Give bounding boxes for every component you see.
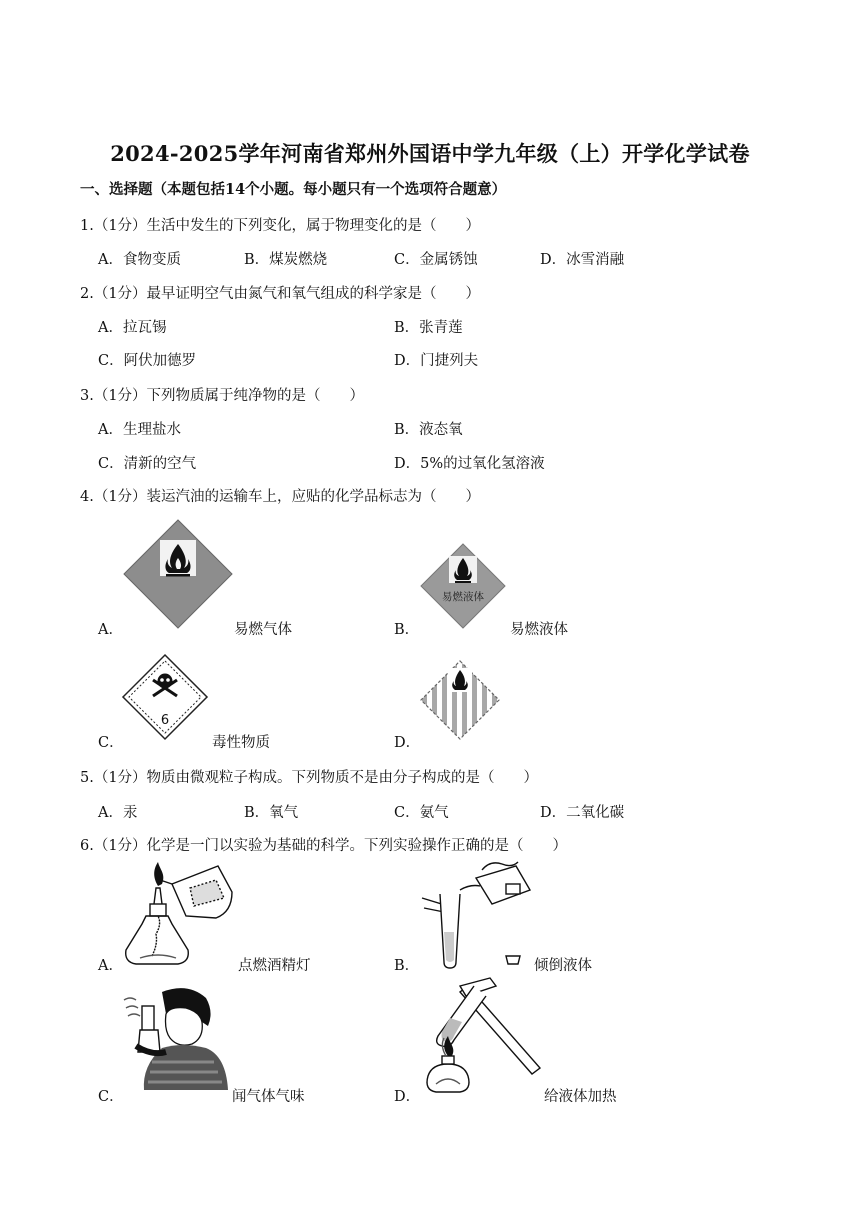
sign-label: 易燃液体 xyxy=(442,591,484,603)
q6-caption-b: 倾倒液体 xyxy=(534,958,592,974)
question-3-stem: 3.（1分）下列物质属于纯净物的是（ ） xyxy=(80,388,365,404)
question-6-stem: 6.（1分）化学是一门以实验为基础的科学。下列实验操作正确的是（ ） xyxy=(80,838,568,854)
q3-option-c: C．清新的空气 xyxy=(98,456,197,472)
q1-option-b: B．煤炭燃烧 xyxy=(244,252,328,268)
question-2-stem: 2.（1分）最早证明空气由氮气和氧气组成的科学家是（ ） xyxy=(80,286,481,302)
question-4-stem: 4.（1分）装运汽油的运输车上，应贴的化学品标志为（ ） xyxy=(80,489,481,505)
q6-caption-c: 闻气体气味 xyxy=(232,1089,305,1105)
q5-option-c: C．氨气 xyxy=(394,805,449,821)
q2-option-c: C．阿伏加德罗 xyxy=(98,353,197,369)
page-title: 2024-2025学年河南省郑州外国语中学九年级（上）开学化学试卷 xyxy=(110,141,750,166)
pouring-liquid-figure xyxy=(420,860,540,970)
q5-option-b: B．氧气 xyxy=(244,805,299,821)
q4-option-c: C． xyxy=(98,735,124,751)
q2-option-d: D．门捷列夫 xyxy=(394,353,479,369)
toxic-substance-sign xyxy=(122,654,208,740)
q6-option-a: A． xyxy=(98,958,123,974)
q5-option-d: D．二氧化碳 xyxy=(540,805,625,821)
question-5-stem: 5.（1分）物质由微观粒子构成。下列物质不是由分子构成的是（ ） xyxy=(80,770,539,786)
q5-option-a: A．汞 xyxy=(98,805,138,821)
q4-option-d: D． xyxy=(394,735,421,751)
sign-class-number: 6 xyxy=(160,713,170,728)
flammable-gas-sign xyxy=(122,518,234,630)
q6-option-d: D． xyxy=(394,1089,421,1105)
heating-liquid-figure xyxy=(420,974,546,1096)
q6-caption-d: 给液体加热 xyxy=(544,1089,617,1105)
section-heading: 一、选择题（本题包括14个小题。每小题只有一个选项符合题意） xyxy=(80,181,507,198)
q1-option-c: C．金属锈蚀 xyxy=(394,252,478,268)
q6-caption-a: 点燃酒精灯 xyxy=(238,958,311,974)
q1-option-a: A．食物变质 xyxy=(98,252,181,268)
question-1-stem: 1.（1分）生活中发生的下列变化，属于物理变化的是（ ） xyxy=(80,218,481,234)
q4-option-a: A． xyxy=(98,622,123,638)
q3-option-b: B．液态氧 xyxy=(394,422,463,438)
flammable-liquid-sign xyxy=(420,543,506,629)
q2-option-b: B．张青莲 xyxy=(394,320,463,336)
q2-option-a: A．拉瓦锡 xyxy=(98,320,167,336)
smelling-gas-figure xyxy=(122,986,232,1092)
q4-caption-c: 毒性物质 xyxy=(212,735,270,751)
q4-option-b: B． xyxy=(394,622,420,638)
q3-option-a: A．生理盐水 xyxy=(98,422,181,438)
q3-option-d: D．5%的过氧化氢溶液 xyxy=(394,456,545,472)
q6-option-b: B． xyxy=(394,958,420,974)
q4-caption-a: 易燃气体 xyxy=(234,622,292,638)
q6-option-c: C． xyxy=(98,1089,124,1105)
lighting-alcohol-lamp-figure xyxy=(120,858,238,970)
flame-icon xyxy=(154,862,163,886)
flammable-solid-sign xyxy=(420,660,500,740)
q4-caption-b: 易燃液体 xyxy=(510,622,568,638)
q1-option-d: D．冰雪消融 xyxy=(540,252,625,268)
